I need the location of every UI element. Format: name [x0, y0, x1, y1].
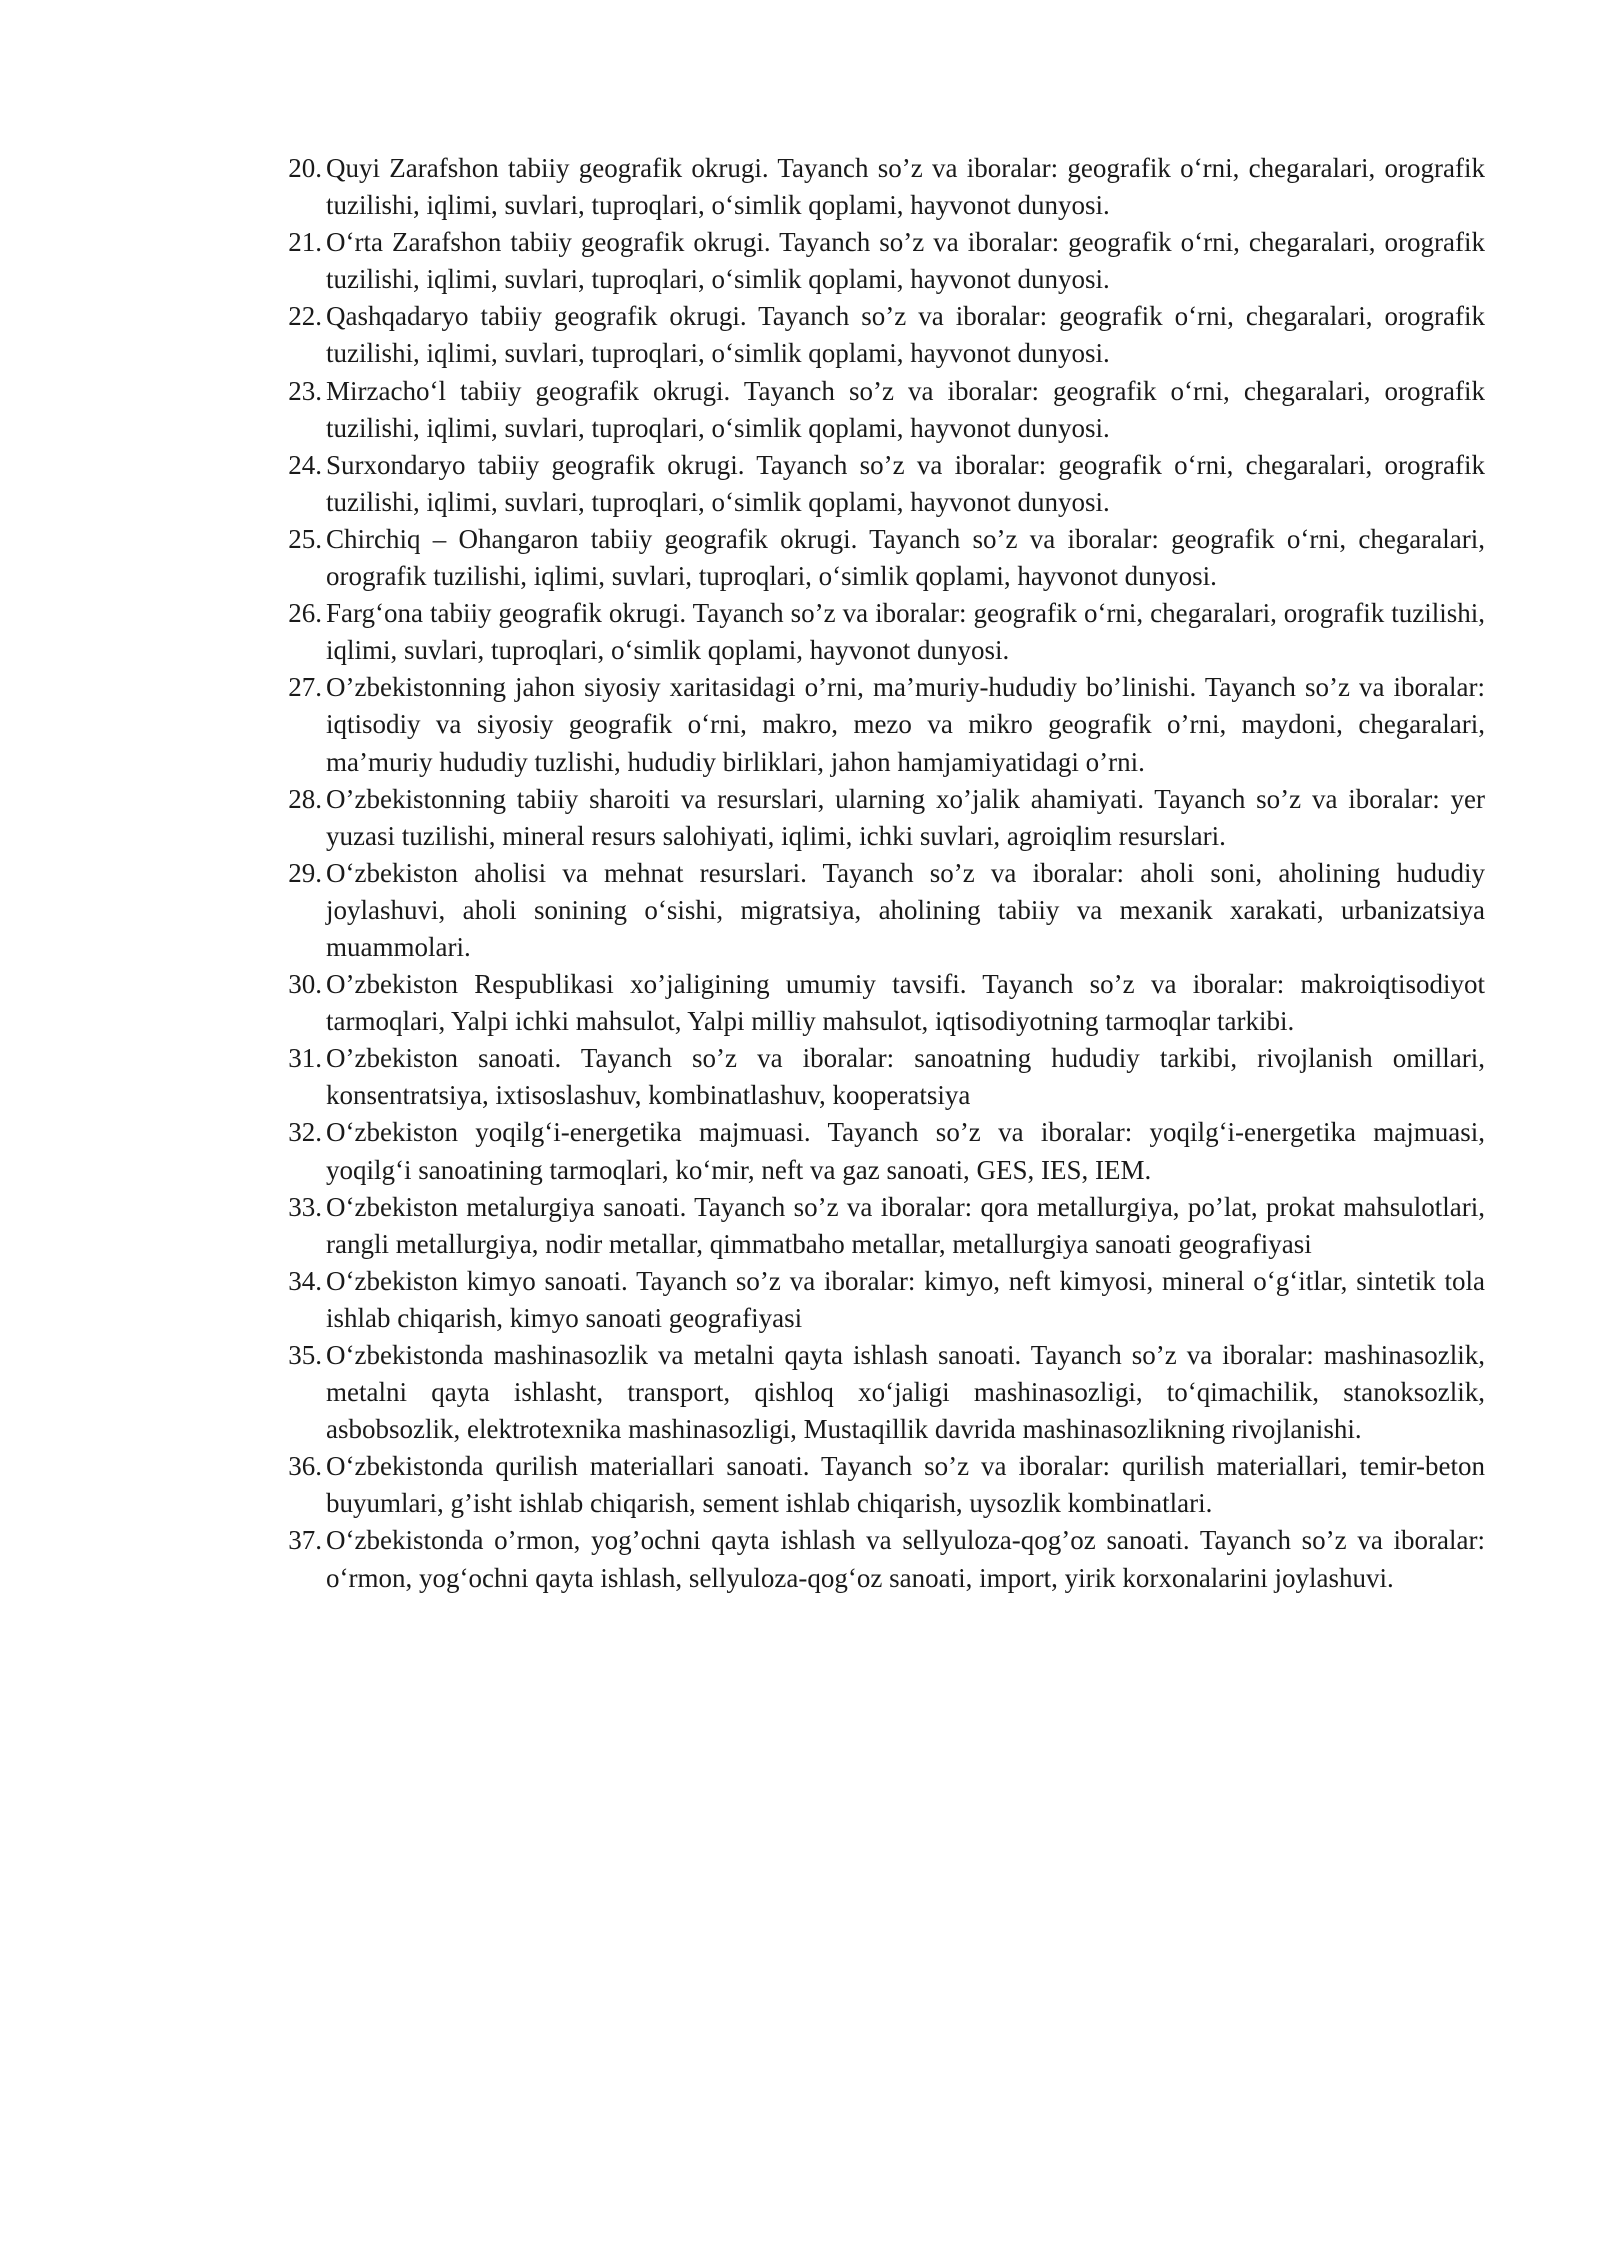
item-text: O’zbekistonning tabiiy sharoiti va resurslari, ularning xo’jalik ahamiyati. Tayanch so’z va iboralar: yer yuzasi tuzilishi, mineral resurs salohiyati, iqlimi, ichki suvlari, agroiqlim resurslari.	[326, 783, 1485, 851]
item-number: 22.	[288, 301, 322, 332]
list-item	[270, 373, 1485, 447]
item-number: 35.	[288, 1340, 322, 1370]
list-item	[270, 1522, 1485, 1596]
item-text: O’zbekiston Respublikasi xo’jaligining umumiy tavsifi. Tayanch so’z va iboralar: makroiqtisodiyot tarmoqlari, Yalpi ichki mahsulot, Yalpi milliy mahsulot, iqtisodiyotning tarmoqlar tarkibi.	[326, 969, 1485, 1037]
item-text: O‘zbekiston metalurgiya sanoati. Tayanch so’z va iboralar: qora metallurgiya, po’lat, prokat mahsulotlari, rangli metallurgiya, nodir metallar, qimmatbaho metallar, metallurgiya sanoati geografiyasi	[326, 1191, 1485, 1259]
list-item	[270, 855, 1485, 966]
item-number: 37.	[288, 1525, 322, 1556]
list-item	[270, 1448, 1485, 1522]
item-number: 26.	[288, 598, 322, 629]
item-number: 21.	[288, 227, 322, 258]
item-text: Qashqadaryo tabiiy geografik okrugi. Tayanch so’z va iboralar: geografik o‘rni, chegaralari, orografik tuzilishi, iqlimi, suvlari, tuproqlari, o‘simlik qoplami, hayvonot dunyosi.	[326, 301, 1485, 369]
item-text: Quyi Zarafshon tabiiy geografik okrugi. Tayanch so’z va iboralar: geografik o‘rni, chegaralari, orografik tuzilishi, iqlimi, suvlari, tuproqlari, o‘simlik qoplami, hayvonot dunyosi.	[326, 153, 1485, 221]
item-text: O’zbekistonning jahon siyosiy xaritasidagi o’rni, ma’muriy-hududiy bo’linishi. Tayanch so’z va iboralar: iqtisodiy va siyosiy geografik o‘rni, makro, mezo va mikro geografik o’rni, maydoni, chegaralari, ma’muriy hududiy tuzlishi, hududiy birliklari, jahon hamjamiyatidagi o’rni.	[326, 672, 1485, 777]
list-item	[270, 150, 1485, 224]
item-text: O‘zbekiston aholisi va mehnat resurslari. Tayanch so’z va iboralar: aholi soni, aholining hududiy joylashuvi, aholi sonining o‘sishi, migratsiya, aholining tabiiy va mexanik xarakati, urbanizatsiya muammolari.	[326, 857, 1485, 962]
item-number: 28.	[288, 783, 322, 814]
item-text: O‘zbekistonda mashinasozlik va metalni qayta ishlash sanoati. Tayanch so’z va iboralar: mashinasozlik, metalni qayta ishlasht, transport, qishloq xo‘jaligi mashinasozligi, to‘qimachilik, stanoksozlik, asbobsozlik, elektrotexnika mashinasozligi, Mustaqillik davrida mashinasozlikning rivojlanishi.	[326, 1340, 1485, 1445]
list-item	[270, 1263, 1485, 1337]
item-text: Chirchiq – Ohangaron tabiiy geografik okrugi. Tayanch so’z va iboralar: geografik o‘rni, chegaralari, orografik tuzilishi, iqlimi, suvlari, tuproqlari, o‘simlik qoplami, hayvonot dunyosi.	[326, 523, 1485, 592]
list-item	[270, 447, 1485, 521]
list-item	[270, 521, 1485, 595]
item-number: 24.	[288, 449, 322, 480]
item-number: 34.	[288, 1265, 322, 1296]
item-number: 30.	[288, 969, 322, 1000]
item-number: 31.	[288, 1043, 322, 1074]
item-text: Farg‘ona tabiiy geografik okrugi. Tayanch so’z va iboralar: geografik o‘rni, chegaralari, orografik tuzilishi, iqlimi, suvlari, tuproqlari, o‘simlik qoplami, hayvonot dunyosi.	[326, 598, 1485, 666]
item-number: 32.	[288, 1117, 322, 1148]
item-number: 36.	[288, 1451, 322, 1482]
list-item	[270, 1114, 1485, 1188]
list-item	[270, 669, 1485, 780]
item-text: O‘zbekiston kimyo sanoati. Tayanch so’z va iboralar: kimyo, neft kimyosi, mineral o‘g‘itlar, sintetik tola ishlab chiqarish, kimyo sanoati geografiyasi	[326, 1265, 1485, 1333]
item-number: 27.	[288, 672, 322, 703]
item-number: 33.	[288, 1191, 322, 1222]
list-item	[270, 595, 1485, 669]
list-item	[270, 966, 1485, 1040]
item-text: O’zbekiston sanoati. Tayanch so’z va iboralar: sanoatning hududiy tarkibi, rivojlanish omillari, konsentratsiya, ixtisoslashuv, kombinatlashuv, kooperatsiya	[326, 1043, 1485, 1111]
list-item	[270, 1040, 1485, 1114]
item-text: O‘zbekistonda o’rmon, yog’ochni qayta ishlash va sellyuloza-qog’oz sanoati. Tayanch so’z va iboralar: o‘rmon, yog‘ochni qayta ishlash, sellyuloza-qog‘oz sanoati, import, yirik korxonalarini joylashuvi.	[326, 1525, 1485, 1593]
item-text: O‘zbekistonda qurilish materiallari sanoati. Tayanch so’z va iboralar: qurilish materiallari, temir-beton buyumlari, g’isht ishlab chiqarish, sement ishlab chiqarish, uysozlik kombinatlari.	[326, 1451, 1485, 1519]
list-item	[270, 781, 1485, 855]
topic-list	[270, 150, 1485, 1597]
list-item	[270, 224, 1485, 298]
list-item	[270, 1189, 1485, 1263]
item-number: 20.	[288, 153, 322, 183]
item-text: O‘zbekiston yoqilg‘i-energetika majmuasi. Tayanch so’z va iboralar: yoqilg‘i-energetika majmuasi, yoqilg‘i sanoatining tarmoqlari, ko‘mir, neft va gaz sanoati, GES, IES, IEM.	[326, 1117, 1485, 1185]
list-item	[270, 1337, 1485, 1448]
item-number: 29.	[288, 857, 322, 888]
item-number: 25.	[288, 523, 322, 554]
item-text: Mirzacho‘l tabiiy geografik okrugi. Tayanch so’z va iboralar: geografik o‘rni, chegaralari, orografik tuzilishi, iqlimi, suvlari, tuproqlari, o‘simlik qoplami, hayvonot dunyosi.	[326, 375, 1485, 443]
item-text: O‘rta Zarafshon tabiiy geografik okrugi. Tayanch so’z va iboralar: geografik o‘rni, chegaralari, orografik tuzilishi, iqlimi, suvlari, tuproqlari, o‘simlik qoplami, hayvonot dunyosi.	[326, 227, 1485, 295]
list-item	[270, 298, 1485, 372]
item-text: Surxondaryo tabiiy geografik okrugi. Tayanch so’z va iboralar: geografik o‘rni, chegaralari, orografik tuzilishi, iqlimi, suvlari, tuproqlari, o‘simlik qoplami, hayvonot dunyosi.	[326, 449, 1485, 517]
item-number: 23.	[288, 375, 322, 406]
